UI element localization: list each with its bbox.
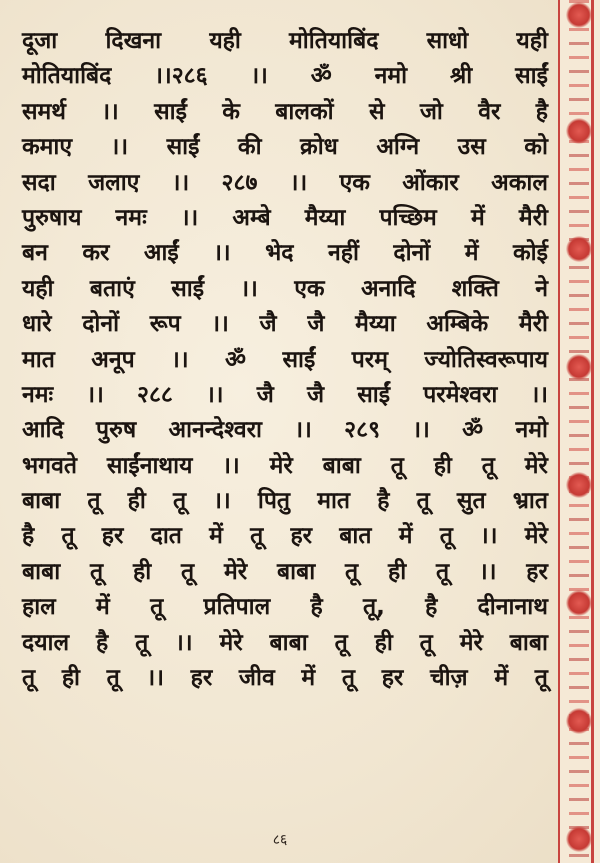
word: ।।२८६ [154, 63, 208, 90]
word: ओंकार [402, 169, 459, 196]
word: बाबा [322, 452, 361, 479]
word: मेरे [524, 523, 548, 550]
word: २८९ [344, 417, 381, 444]
word: ।। [213, 488, 231, 515]
word: श्री [450, 63, 473, 90]
word: के [222, 98, 240, 125]
decorative-floral-border [558, 0, 600, 863]
word: परमेश्वरा [423, 381, 498, 408]
word: तू [341, 665, 355, 692]
word: साईंनाथाय [106, 452, 193, 479]
word: जै [307, 311, 325, 338]
word: आनन्देश्वरा [168, 417, 263, 444]
rose-ornament [566, 708, 592, 734]
text-line [22, 130, 548, 165]
word: यही [209, 28, 241, 54]
rose-ornament [566, 236, 592, 262]
word: ।। [213, 240, 231, 267]
word: कमाए [22, 134, 73, 161]
word: ॐ [462, 417, 484, 444]
word: ही [127, 488, 146, 515]
word: जो [419, 98, 443, 125]
word: तू [419, 629, 433, 656]
text-line [22, 449, 548, 484]
word: है [377, 488, 390, 515]
word: दिखना [105, 28, 162, 54]
word: तू [106, 665, 120, 692]
word: ॐ [225, 346, 247, 373]
word: है [310, 594, 323, 621]
word: तू [90, 558, 104, 585]
word: मोतियाबिंद [22, 63, 112, 90]
word: मेरे [269, 452, 293, 479]
word: जीव [238, 665, 275, 692]
word: मात [317, 488, 351, 515]
word: अम्बिके [426, 311, 489, 338]
word: ।। [180, 204, 199, 231]
word: अग्नि [376, 134, 420, 161]
word: परम् [351, 346, 388, 373]
word: यही [22, 275, 54, 302]
word: आदि [22, 417, 64, 444]
word: तू [173, 488, 187, 515]
word: हाल [22, 594, 56, 621]
word: हर [101, 523, 124, 550]
word: जै [306, 381, 325, 408]
word: पच्छिम [379, 204, 437, 231]
word: जै [256, 381, 274, 408]
word: साईं [515, 63, 548, 90]
word: तू [181, 558, 195, 585]
word: कोई [512, 240, 548, 267]
word: ।। [175, 629, 193, 656]
word: पुरुष [96, 417, 137, 444]
word: अनादि [360, 275, 416, 302]
word: २८८ [136, 381, 173, 408]
rose-ornament [566, 354, 592, 380]
word: तू [390, 452, 404, 479]
word: है [96, 629, 109, 656]
word: ।। [110, 134, 129, 161]
word: में [301, 665, 316, 692]
word: ।। [530, 381, 548, 408]
word: को [524, 134, 548, 161]
word: दयाल [22, 629, 70, 656]
word: नमः [115, 204, 147, 231]
text-line [22, 236, 548, 271]
word: में [470, 204, 485, 231]
word: साईं [171, 275, 204, 302]
word: साईं [154, 98, 187, 125]
word: ।। [412, 417, 430, 444]
word: दीनानाथ [477, 594, 548, 621]
word: चीज़ [430, 665, 468, 692]
word: ।। [240, 275, 258, 302]
word: बन [22, 240, 48, 267]
word: साधो [426, 28, 469, 54]
word: तू [250, 523, 264, 550]
word: नमः [22, 381, 54, 408]
word: ।। [480, 523, 498, 550]
word: तू [150, 594, 164, 621]
text-line [22, 413, 548, 448]
word: मेरे [524, 452, 548, 479]
word: धारे [22, 311, 52, 338]
word: दोनों [393, 240, 431, 267]
word: ।। [478, 558, 497, 585]
word: मैय्या [355, 311, 396, 338]
word: बालकों [275, 98, 334, 125]
text-line [22, 201, 548, 236]
word: हर [526, 558, 548, 585]
rose-ornament [566, 826, 592, 852]
word: तू, [362, 594, 385, 621]
word: ।। [101, 98, 119, 125]
word: ।। [146, 665, 164, 692]
word: में [398, 523, 413, 550]
word: ।। [171, 169, 190, 196]
word: तू [439, 523, 453, 550]
word: है [22, 523, 35, 550]
word: बाबा [22, 558, 61, 585]
word: नमो [515, 417, 548, 444]
word: बाबा [22, 488, 61, 515]
word: तू [436, 558, 450, 585]
text-line [22, 95, 548, 130]
word: तू [135, 629, 149, 656]
word: ज्योतिस्वरूपाय [424, 346, 548, 373]
word: ।। [294, 417, 312, 444]
text-line [22, 519, 548, 554]
text-line [22, 166, 548, 201]
word: बाबा [277, 558, 316, 585]
word: जै [259, 311, 277, 338]
word: से [368, 98, 385, 125]
word: तू [345, 558, 359, 585]
word: साईं [357, 381, 391, 408]
word: सुत [456, 488, 486, 515]
word: ही [374, 629, 393, 656]
word: में [464, 240, 479, 267]
word: ही [433, 452, 452, 479]
word: क्रोध [300, 134, 338, 161]
word: मेरे [219, 629, 243, 656]
word: शक्ति [451, 275, 499, 302]
word: दोनों [82, 311, 120, 338]
rose-ornament [566, 2, 592, 28]
text-line [22, 661, 548, 696]
word: नहीं [327, 240, 359, 267]
word: है [425, 594, 438, 621]
word: प्रतिपाल [203, 594, 271, 621]
word: भगवते [22, 452, 78, 479]
word: में [96, 594, 110, 621]
text-line [22, 484, 548, 519]
word: मैय्या [304, 204, 346, 231]
word: मेरे [223, 558, 248, 585]
word: यही [516, 28, 548, 54]
word: भेद [265, 240, 294, 267]
word: में [494, 665, 509, 692]
word: अकाल [491, 169, 548, 196]
word: भ्रात [512, 488, 548, 515]
word: ही [61, 665, 80, 692]
word: ।। [86, 381, 104, 408]
word: मैरी [518, 311, 548, 338]
word: पितु [257, 488, 291, 515]
word: आईं [143, 240, 179, 267]
word: तू [416, 488, 430, 515]
text-line [22, 272, 548, 307]
rose-ornament [566, 472, 592, 498]
word: ॐ [310, 63, 332, 90]
rose-ornament [566, 590, 592, 616]
word: ।। [206, 381, 224, 408]
verse-text-block [22, 24, 548, 696]
word: जलाए [88, 169, 140, 196]
word: रूप [149, 311, 181, 338]
word: ही [388, 558, 407, 585]
word: हर [290, 523, 313, 550]
text-line [22, 24, 548, 59]
text-line [22, 590, 548, 625]
word: में [209, 523, 223, 550]
word: बात [339, 523, 372, 550]
word: पुरुषाय [22, 204, 82, 231]
word: ।। [250, 63, 268, 90]
word: तू [61, 523, 75, 550]
word: ।। [222, 452, 240, 479]
word: की [237, 134, 262, 161]
word: हर [190, 665, 213, 692]
word: वैर [478, 98, 501, 125]
word: तू [87, 488, 101, 515]
word: तू [481, 452, 495, 479]
word: मैरी [518, 204, 548, 231]
text-line [22, 343, 548, 378]
word: मेरे [459, 629, 483, 656]
word: उस [457, 134, 486, 161]
word: अनूप [91, 346, 135, 373]
word: ।। [289, 169, 308, 196]
word: तू [534, 665, 548, 692]
word: मोतियाबिंद [289, 28, 379, 54]
page-number: ८६ [272, 832, 288, 848]
text-line [22, 378, 548, 413]
word: अम्बे [232, 204, 271, 231]
text-line [22, 555, 548, 590]
text-line [22, 626, 548, 661]
word: बताएं [89, 275, 135, 302]
word: ने [535, 275, 548, 302]
word: है [535, 98, 548, 125]
rose-ornament [566, 118, 592, 144]
word: साईं [166, 134, 200, 161]
word: दूजा [22, 28, 58, 54]
word: सदा [22, 169, 56, 196]
word: तू [22, 665, 36, 692]
word: समर्थ [22, 98, 66, 125]
word: नमो [374, 63, 408, 90]
text-line [22, 307, 548, 342]
word: बाबा [269, 629, 308, 656]
word: साईं [282, 346, 316, 373]
word: एक [339, 169, 370, 196]
word: ।। [171, 346, 189, 373]
word: तू [334, 629, 348, 656]
text-line [22, 59, 548, 94]
word: ।। [211, 311, 229, 338]
word: बाबा [509, 629, 548, 656]
word: हर [381, 665, 404, 692]
word: कर [82, 240, 110, 267]
word: मात [22, 346, 55, 373]
word: एक [294, 275, 325, 302]
word: २८७ [221, 169, 258, 196]
word: दात [150, 523, 182, 550]
word: ही [133, 558, 152, 585]
